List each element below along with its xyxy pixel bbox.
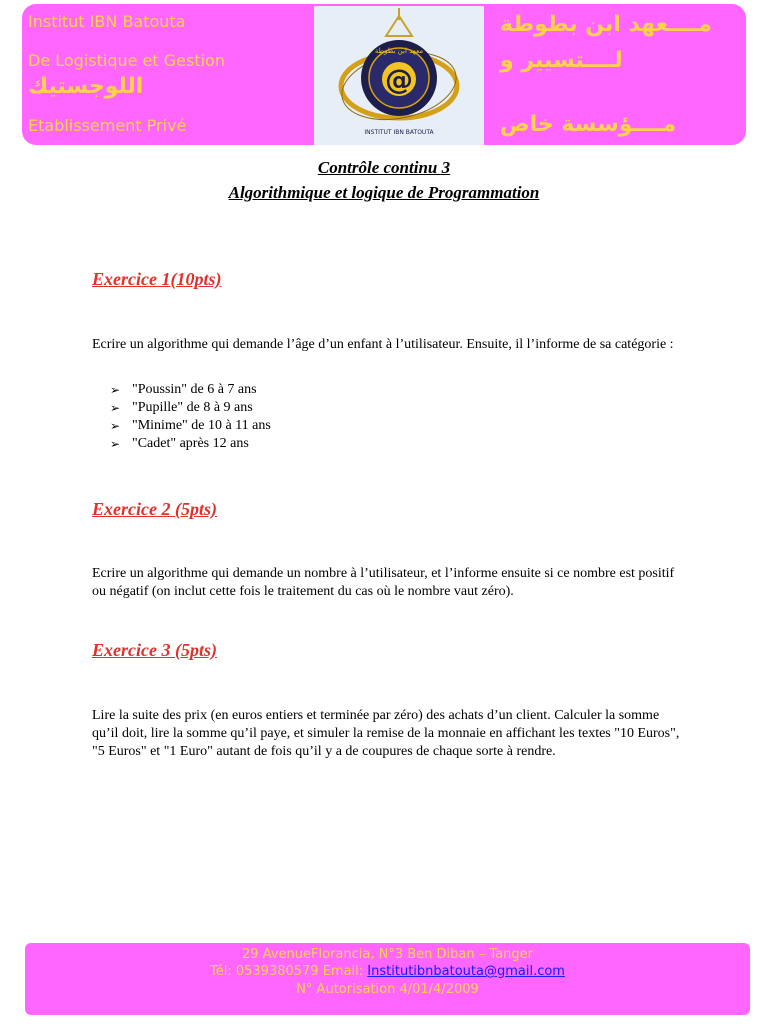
arabic-logistics: اللوجستيك [28,74,144,99]
institute-logo [314,6,484,145]
arrow-bullet-icon: ➢ [110,419,121,433]
course-title: Algorithmique et logique de Programmation [228,183,540,202]
establishment-type: Etablissement Privé [28,116,187,135]
exercise-1-title: Exercice 1(10pts) [92,269,222,289]
exercise-1-text: Ecrire un algorithme qui demande l’âge d’un enfant à l’utilisateur. Ensuite, il l’informe de sa catégorie : [92,337,674,352]
exercise-1-category-list [110,381,271,453]
exercise-2-text: Ecrire un algorithme qui demande un nombre à l’utilisateur, et l’informe ensuite si ce nombre est positif ou négatif (on inclut cette fois le traitement du cas où le nombre vaut zéro). [92,566,675,599]
footer-authorization: N° Autorisation 4/01/4/2009 [296,982,479,997]
arabic-management: لــــتسيير و [500,48,623,73]
list-item: ➢ "Cadet" après 12 ans [110,436,249,451]
svg-text:INSTITUT IBN BATOUTA: INSTITUT IBN BATOUTA [364,129,434,136]
footer-address: 29 AvenueFlorancia, N°3 Ben Diban – Tanger [242,947,533,962]
footer-phone: Tél: 0539380579 Email: [210,964,368,979]
exam-title: Contrôle continu 3 [317,158,451,177]
logo-emblem-icon [314,6,484,145]
exercise-3-text: Lire la suite des prix (en euros entiers et terminée par zéro) des achats d’un client. Calculer la somme qu’il doit, lire la somme qu’il paye, et simuler la remise de la monnaie en affichant les textes "10 Euros", "5 Euros" et "1 Euro" autant de fois qu’il y a de coupures de chaque sorte à rendre. [92,708,680,759]
arrow-bullet-icon: ➢ [110,437,121,451]
list-item: ➢ "Pupille" de 8 à 9 ans [110,400,253,415]
arabic-institute-name: مــــعهد ابن بطوطة [500,12,712,37]
arrow-bullet-icon: ➢ [110,401,121,415]
list-item: ➢ "Poussin" de 6 à 7 ans [110,382,257,397]
list-item: ➢ "Minime" de 10 à 11 ans [110,418,271,433]
svg-text:@: @ [385,63,413,96]
arabic-private-establishment: مــــؤسسة خاص [500,112,677,137]
institute-name: Institut IBN Batouta [28,12,186,31]
institute-subtitle: De Logistique et Gestion [28,51,225,70]
arrow-bullet-icon: ➢ [110,383,121,397]
email-link[interactable]: Institutibnbatouta@gmail.com [367,964,565,979]
document-titles [0,158,768,208]
footer-banner [25,943,750,1015]
exercise-2-title: Exercice 2 (5pts) [92,499,217,519]
footer-contact [25,964,750,979]
header-banner [22,4,746,145]
exercise-3-title: Exercice 3 (5pts) [92,640,217,660]
svg-text:معهد ابن بطوطة: معهد ابن بطوطة [374,47,424,55]
